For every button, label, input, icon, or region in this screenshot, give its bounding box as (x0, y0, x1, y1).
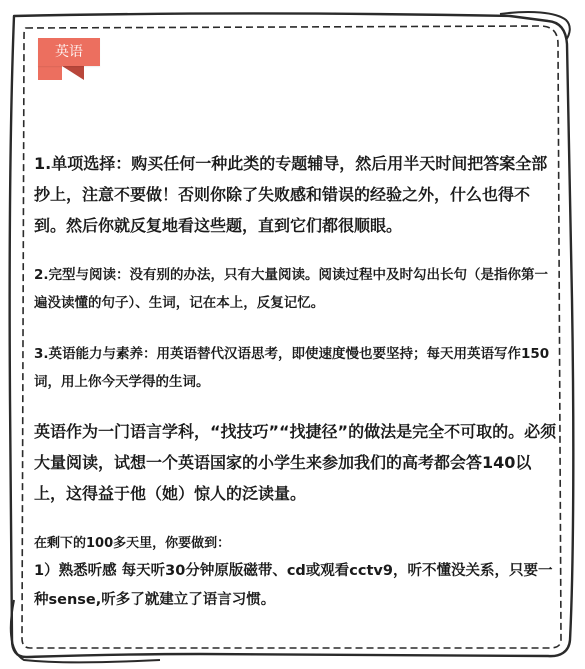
tag-fold (62, 66, 84, 80)
section-tag-label: 英语 (55, 44, 83, 60)
paragraph-english-ability: 3.英语能力与素养：用英语替代汉语思考，即使速度慢也要坚持；每天用英语写作150词，用上你今天学得的生词。 (34, 346, 550, 390)
paragraph-cloze-reading: 2.完型与阅读：没有别的办法，只有大量阅读。阅读过程中及时勾出长句（是指你第一遍没读懂的句子）、生词，记在本上，反复记忆。 (34, 267, 549, 311)
section-tag (38, 38, 100, 66)
article-content (34, 148, 559, 615)
paragraph-listening-tip: 1）熟悉听感 每天听30分钟原版磁带、cd或观看cctv9，听不懂没关系，只要一种sense,听多了就建立了语言习惯。 (34, 563, 553, 608)
paragraph-english-discipline: 英语作为一门语言学科，“找技巧”“找捷径”的做法是完全不可取的。必须大量阅读，试想一个英语国家的小学生来参加我们的高考都会答140以上，这得益于他（她）惊人的泛读量。 (34, 422, 557, 503)
paragraph-single-choice: 1.单项选择：购买任何一种此类的专题辅导，然后用半天时间把答案全部抄上，注意不要做！否则你除了失败感和错误的经验之外，什么也得不到。然后你就反复地看这些题，直到它们都很顺眼。 (34, 154, 548, 235)
paragraph-remaining-days: 在剩下的100多天里，你要做到： (34, 536, 231, 551)
tag-tail (38, 66, 62, 80)
